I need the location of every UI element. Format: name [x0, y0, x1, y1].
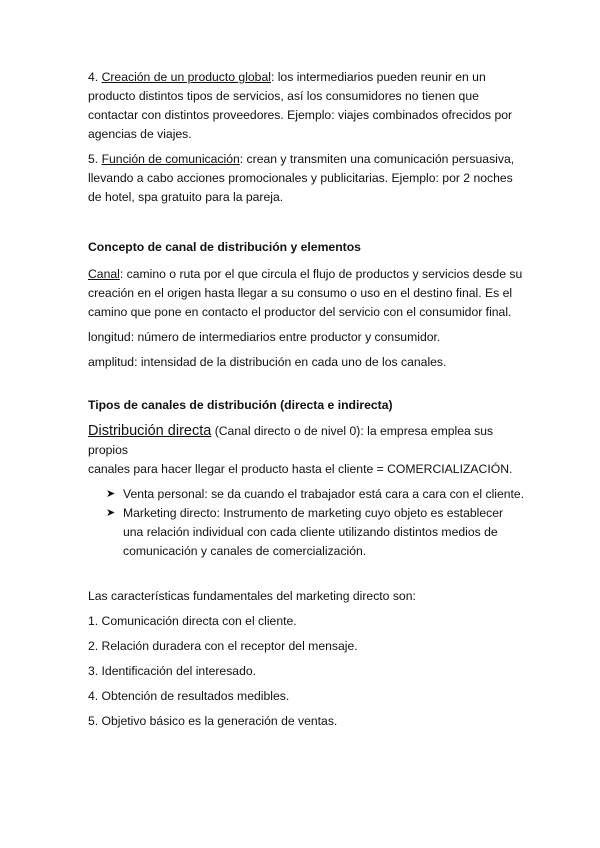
directa-line-1: (Canal directo o de nivel 0): la empresa emplea sus propios: [88, 424, 494, 457]
bullet-2-line-1: Marketing directo: Instrumento de marketing cuyo objeto es establecer: [123, 506, 504, 520]
item-4-line-1: : los intermediarios pueden reunir en un: [270, 70, 486, 84]
bullet-item: [106, 485, 528, 504]
item-5-line-2: llevando a cabo acciones promocionales y publicitarias. Ejemplo: por 2 noches: [88, 171, 513, 185]
canal-line-1: : camino o ruta por el que circula el flujo de productos y servicios desde su: [119, 267, 523, 281]
canal-line-2: creación en el origen hasta llegar a su consumo o uso en el destino final. Es el: [88, 286, 513, 300]
paragraph-item-4: [88, 68, 528, 144]
item-5-line-3: de hotel, spa gratuito para la pareja.: [88, 190, 284, 204]
list-item: 3. Identificación del interesado.: [88, 664, 257, 678]
item-4-term: Creación de un producto global: [101, 70, 271, 84]
paragraph-canal-definition: [88, 265, 528, 322]
canal-line-3: camino que pone en contacto el productor del servicio con el consumidor final.: [88, 305, 512, 319]
bullet-list-directa: [88, 485, 528, 561]
list-item: 5. Objetivo básico es la generación de ventas.: [88, 714, 338, 728]
item-4-line-2: producto distintos tipos de servicios, así los consumidores no tienen que: [88, 89, 479, 103]
paragraph-longitud: longitud: número de intermediarios entre productor y consumidor.: [88, 330, 441, 344]
item-5-line-1: : crean y transmiten una comunicación persuasiva,: [239, 152, 515, 166]
paragraph-amplitud: amplitud: intensidad de la distribución en cada uno de los canales.: [88, 355, 447, 369]
list-item: 4. Obtención de resultados medibles.: [88, 689, 290, 703]
arrow-bullet-icon: ➤: [106, 507, 116, 519]
paragraph-distribucion-directa: [88, 422, 528, 479]
bullet-item: [106, 504, 528, 561]
item-5-term: Función de comunicación: [101, 152, 240, 166]
bullet-2-line-2: una relación individual con cada cliente utilizando distintos medios de: [123, 525, 498, 539]
paragraph-caracteristicas-intro: Las características fundamentales del marketing directo son:: [88, 589, 416, 603]
list-item: 2. Relación duradera con el receptor del mensaje.: [88, 639, 358, 653]
list-item: 1. Comunicación directa con el cliente.: [88, 614, 297, 628]
bullet-1-line-1: Venta personal: se da cuando el trabajador está cara a cara con el cliente.: [123, 487, 525, 501]
heading-concepto-canal: Concepto de canal de distribución y elementos: [88, 240, 361, 254]
item-5-number: 5.: [88, 152, 102, 166]
paragraph-item-5: [88, 150, 528, 207]
document-page: [88, 68, 528, 731]
item-4-line-4: agencias de viajes.: [88, 127, 192, 141]
directa-term: Distribución directa: [88, 423, 212, 439]
item-4-line-3: contactar con distintos proveedores. Ejemplo: viajes combinados ofrecidos por: [88, 108, 513, 122]
canal-term: Canal: [88, 267, 120, 281]
directa-line-2: canales para hacer llegar el producto hasta el cliente = COMERCIALIZACIÓN.: [88, 462, 513, 476]
arrow-bullet-icon: ➤: [106, 488, 116, 500]
heading-tipos-canales: Tipos de canales de distribución (directa e indirecta): [88, 398, 393, 412]
item-4-number: 4.: [88, 70, 102, 84]
bullet-2-line-3: comunicación y canales de comercialización.: [123, 544, 367, 558]
